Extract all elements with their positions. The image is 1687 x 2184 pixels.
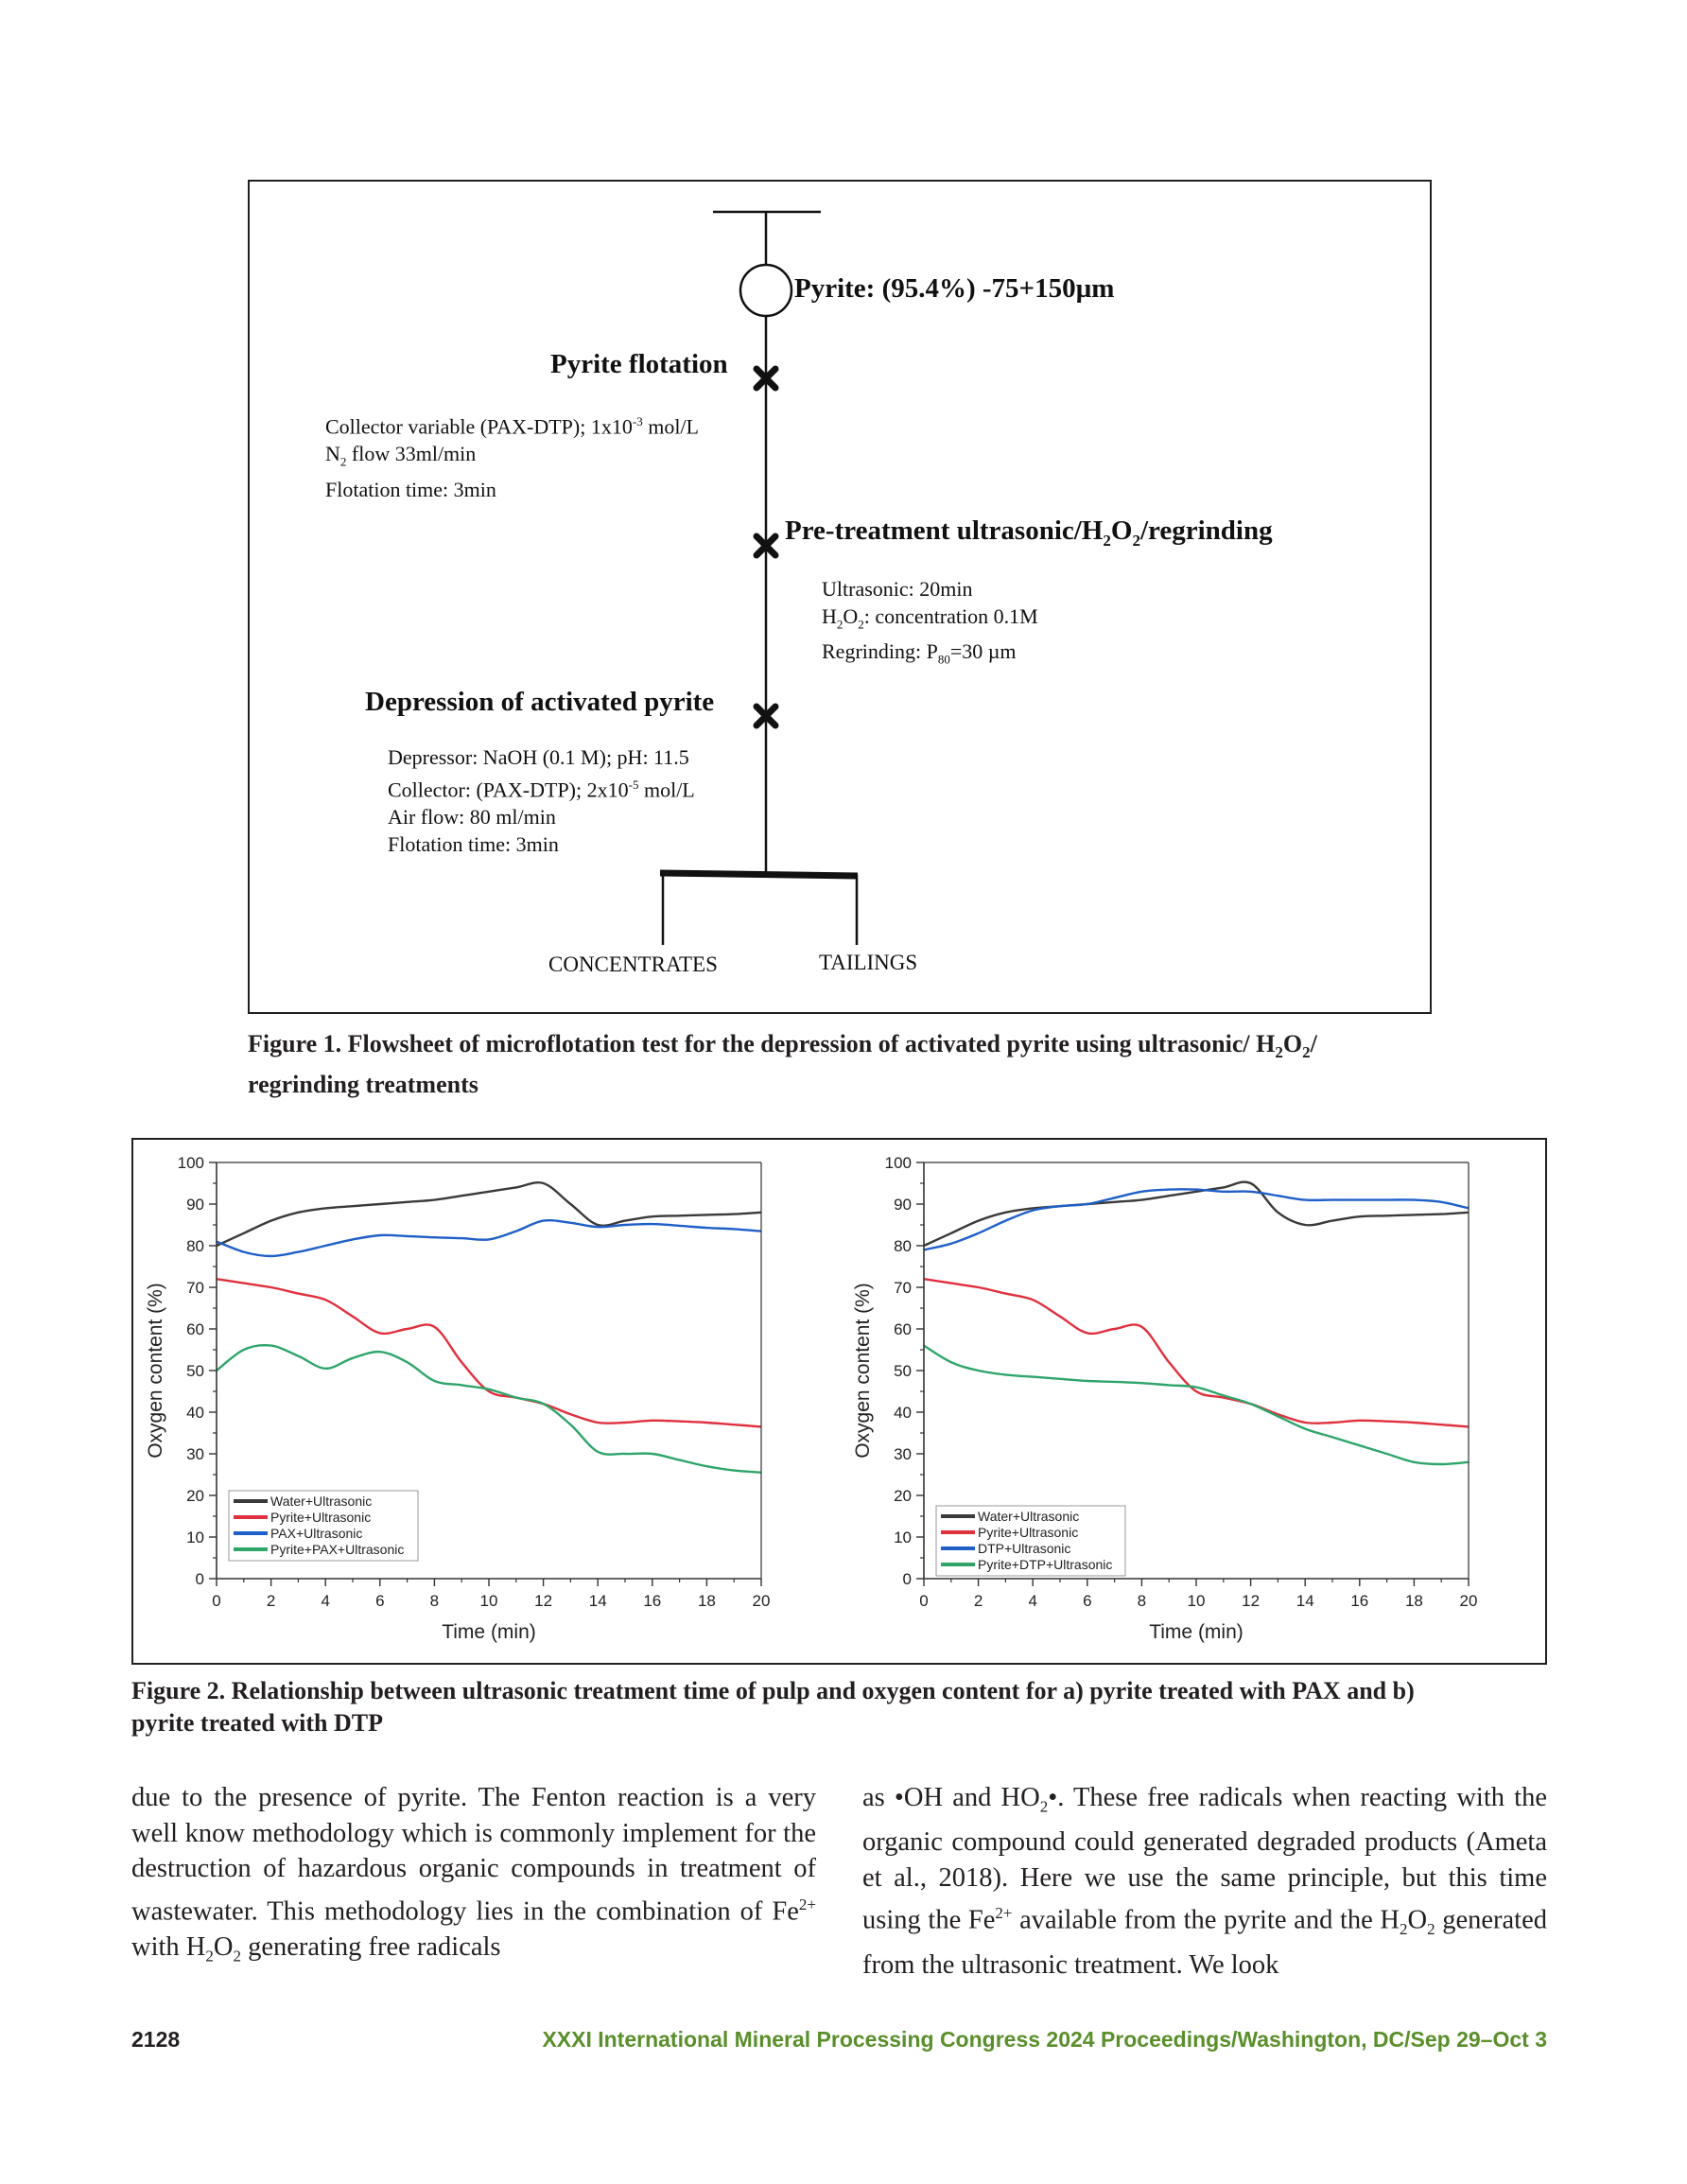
- x-tick-label: 18: [697, 1592, 716, 1610]
- figure-2-caption: Figure 2. Relationship between ultrasonic treatment time of pulp and oxygen content for a) pyrite treated with PAX and b) pyrite treated with DTP: [131, 1677, 1415, 1737]
- x-tick-label: 6: [1083, 1592, 1092, 1610]
- legend-label: Pyrite+PAX+Ultrasonic: [270, 1542, 405, 1557]
- legend-label: DTP+Ultrasonic: [978, 1541, 1071, 1556]
- x-tick-label: 4: [1028, 1592, 1037, 1610]
- x-axis-label: Time (min): [442, 1621, 536, 1643]
- y-tick-label: 80: [894, 1237, 912, 1255]
- x-tick-label: 6: [375, 1592, 385, 1610]
- x-tick-label: 10: [479, 1592, 498, 1610]
- y-tick-label: 60: [186, 1320, 204, 1338]
- y-tick-label: 50: [186, 1362, 204, 1380]
- x-tick-label: 2: [973, 1592, 983, 1610]
- running-footer: XXXI International Mineral Processing Congress 2024 Proceedings/Washington, DC/Sep 29–Oct 3: [542, 2027, 1547, 2052]
- y-tick-label: 40: [186, 1404, 204, 1422]
- x-axis-label: Time (min): [1149, 1621, 1244, 1643]
- feed-circle: [740, 265, 791, 316]
- y-tick-label: 70: [894, 1279, 912, 1297]
- legend-label: Pyrite+Ultrasonic: [270, 1510, 372, 1525]
- x-tick-label: 12: [1242, 1592, 1261, 1610]
- y-tick-label: 90: [186, 1196, 204, 1214]
- x-tick-label: 12: [534, 1592, 553, 1610]
- x-tick-label: 0: [919, 1592, 929, 1610]
- body-column-right: as •OH and $HO_2•$. These free radicals when reacting with the organic compound could generated degraded products (Ameta et al., 2018). Here we use the same principle, but this time using the $Fe^{2+}$ available from the pyrite and the $H_2O_2$ generated from the ultrasonic treatment. We look: [862, 1783, 1548, 1980]
- body-column-left: due to the presence of pyrite. The Fenton reaction is a very well know methodology which is commonly implement for the destruction of hazardous organic compounds in treatment of wastewater. This methodology lies in the combination of $Fe^{2+}$ with $H_2O_2$ generating free radicals: [131, 1783, 816, 1966]
- y-tick-label: 40: [894, 1404, 912, 1422]
- y-tick-label: 80: [186, 1237, 204, 1255]
- y-tick-label: 0: [195, 1570, 204, 1588]
- tailings-label: TAILINGS: [819, 951, 918, 974]
- figure-1-flowsheet: [248, 180, 1432, 1014]
- figure-1-caption: Figure 1. Flowsheet of microflotation test for the depression of activated pyrite using ultrasonic/ $H_2O_2/$ regrinding treatments: [248, 1030, 1317, 1099]
- page-number: 2128: [131, 2027, 181, 2052]
- legend-label: PAX+Ultrasonic: [270, 1526, 363, 1541]
- series-line-4: [924, 1346, 1469, 1464]
- x-tick-label: 14: [588, 1592, 607, 1610]
- y-tick-label: 10: [186, 1529, 204, 1546]
- x-tick-label: 8: [429, 1592, 440, 1610]
- series-line-4: [217, 1345, 761, 1473]
- y-tick-label: 100: [177, 1154, 204, 1172]
- y-axis-label: Oxygen content (%): [145, 1283, 166, 1459]
- x-tick-label: 16: [643, 1592, 662, 1610]
- y-tick-label: 60: [894, 1320, 912, 1338]
- series-line-2: [924, 1279, 1469, 1426]
- chart-b-dtp: [841, 1140, 1545, 1663]
- x-tick-label: 10: [1187, 1592, 1206, 1610]
- x-tick-label: 20: [1459, 1592, 1478, 1610]
- y-tick-label: 90: [894, 1196, 912, 1214]
- legend-label: Pyrite+Ultrasonic: [978, 1525, 1079, 1540]
- y-tick-label: 70: [186, 1279, 204, 1297]
- x-tick-label: 2: [266, 1592, 276, 1610]
- series-line-1: [217, 1182, 761, 1246]
- series-line-3: [217, 1220, 761, 1256]
- y-tick-label: 30: [186, 1445, 204, 1463]
- stage3-params: Depressor: NaOH (0.1 M); pH: 11.5 Collector: (PAX-DTP); $2x10^{-5}$ mol/L Air flow: 80 ml/min Flotation time: 3min: [388, 745, 695, 857]
- x-tick-label: 4: [321, 1592, 330, 1610]
- stage2-title: Pre-treatment ultrasonic/$H_2O_2$/regrinding: [785, 515, 1273, 550]
- x-tick-label: 14: [1296, 1592, 1314, 1610]
- y-tick-label: 30: [894, 1445, 912, 1463]
- x-tick-label: 20: [752, 1592, 771, 1610]
- feed-label: Pyrite: (95.4%) -75+150µm: [794, 273, 1115, 304]
- series-line-3: [924, 1189, 1469, 1249]
- x-tick-label: 8: [1137, 1592, 1147, 1610]
- series-line-2: [217, 1279, 761, 1426]
- legend-label: Pyrite+DTP+Ultrasonic: [978, 1557, 1113, 1572]
- y-tick-label: 10: [894, 1529, 912, 1546]
- x-tick-label: 18: [1404, 1592, 1423, 1610]
- concentrates-label: CONCENTRATES: [548, 952, 718, 976]
- stage3-title: Depression of activated pyrite: [365, 687, 715, 717]
- stage1-title: Pyrite flotation: [550, 349, 728, 379]
- y-axis-label: Oxygen content (%): [852, 1283, 874, 1459]
- y-tick-label: 50: [894, 1362, 912, 1380]
- x-tick-label: 0: [212, 1592, 221, 1610]
- legend-label: Water+Ultrasonic: [270, 1494, 373, 1509]
- stage2-params: Ultrasonic: 20min $H_2O_2$: concentration 0.1M Regrinding: $P_{80}=30$ µm: [822, 577, 1038, 667]
- series-line-1: [924, 1182, 1469, 1246]
- y-tick-label: 100: [884, 1154, 912, 1172]
- y-tick-label: 0: [902, 1570, 912, 1588]
- y-tick-label: 20: [894, 1487, 912, 1505]
- figure-2-charts: [131, 1138, 1547, 1665]
- x-tick-label: 16: [1350, 1592, 1369, 1610]
- chart-a-pax: [133, 1140, 838, 1663]
- legend-label: Water+Ultrasonic: [978, 1509, 1080, 1524]
- stage1-params: Collector variable (PAX-DTP); $1x10^{-3}$ mol/L $N_2$ flow 33ml/min Flotation time: 3min: [325, 414, 699, 501]
- y-tick-label: 20: [186, 1487, 204, 1505]
